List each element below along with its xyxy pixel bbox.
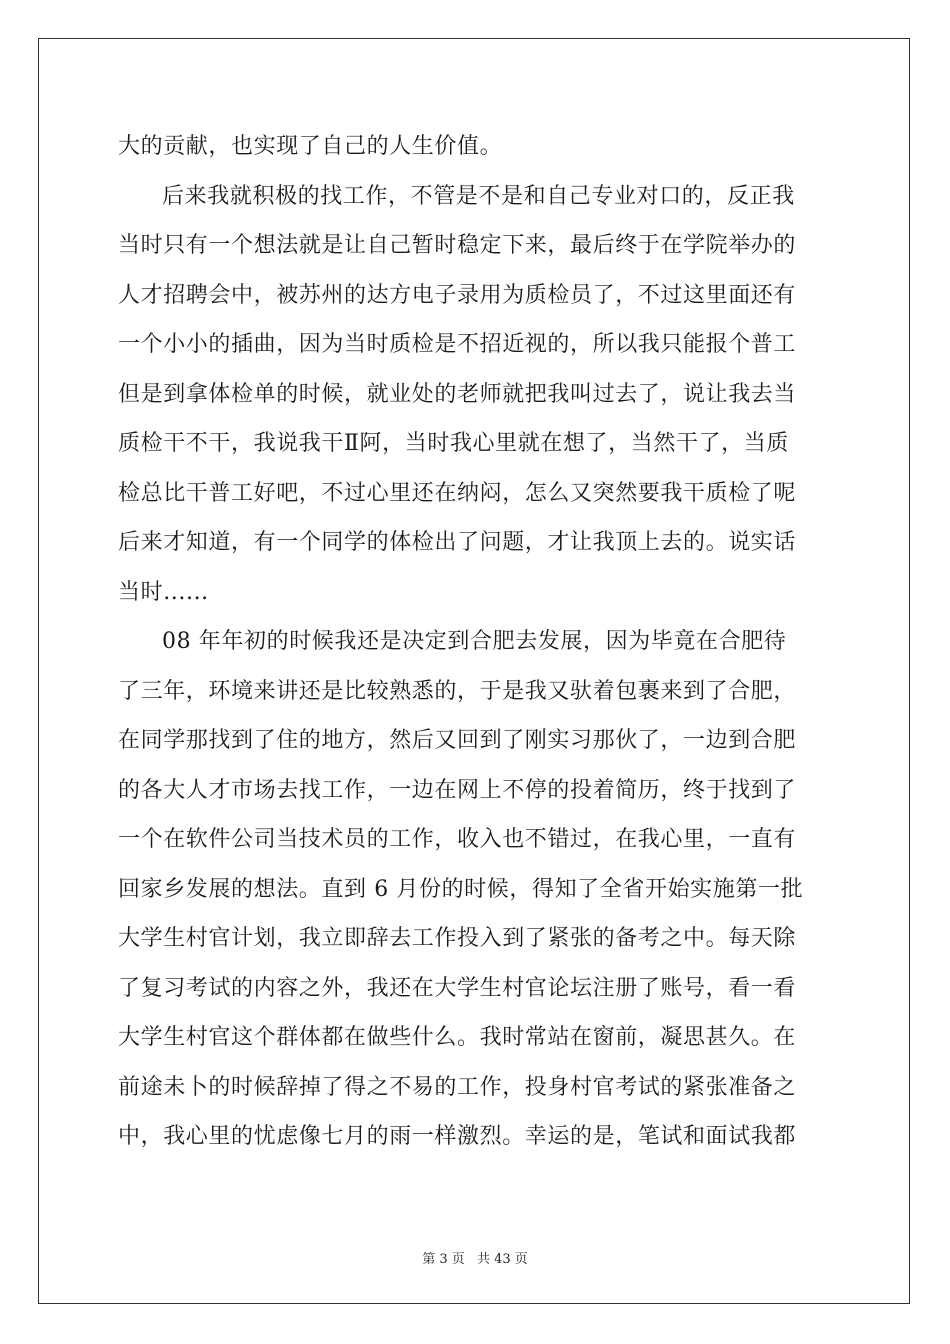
- text-line: 的各大人才市场去找工作，一边在网上不停的投着简历，终于找到了: [118, 777, 797, 803]
- text-line: 大的贡献，也实现了自己的人生价值。: [118, 134, 503, 159]
- text-line: 大学生村官这个群体都在做些什么。我时常站在窗前，凝思甚久。在: [118, 1025, 797, 1050]
- text-line: 检总比干普工好吧，不过心里还在纳闷，怎么又突然要我干质检了呢: [118, 480, 797, 506]
- text-line: 质检干不干，我说我干Ⅱ阿，当时我心里就在想了，当然干了，当质: [118, 431, 789, 456]
- text-line: 大学生村官计划，我立即辞去工作投入到了紧张的备考之中。每天除: [118, 926, 797, 951]
- page-footer: [0, 1248, 950, 1267]
- text-line: 当时只有一个想法就是让自己暂时稳定下来，最后终于在学院举办的: [118, 233, 797, 258]
- text-line: 后来才知道，有一个同学的体检出了问题，才让我顶上去的。说实话: [118, 530, 797, 555]
- text-line: 了三年，环境来讲还是比较熟悉的，于是我又驮着包裹来到了合肥，: [118, 678, 797, 704]
- document-body: [118, 122, 832, 1162]
- page-number: 第 3 页: [422, 1252, 465, 1267]
- text-line: 前途未卜的时候辞掉了得之不易的工作，投身村官考试的紧张准备之: [118, 1074, 797, 1100]
- text-line: 人才招聘会中，被苏州的达方电子录用为质检员了，不过这里面还有: [118, 282, 797, 308]
- text-line: 后来我就积极的找工作，不管是不是和自己专业对口的，反正我: [162, 183, 795, 209]
- total-pages: 共 43 页: [476, 1252, 528, 1267]
- text-line: 当时......: [118, 579, 209, 605]
- text-line: 在同学那找到了住的地方，然后又回到了刚实习那伙了，一边到合肥: [118, 728, 797, 753]
- text-line: 一个在软件公司当技术员的工作，收入也不错过，在我心里，一直有: [118, 827, 797, 852]
- text-line: 了复习考试的内容之外，我还在大学生村官论坛注册了账号，看一看: [118, 975, 797, 1001]
- text-line: 回家乡发展的想法。直到 6 月份的时候，得知了全省开始实施第一批: [118, 876, 804, 902]
- text-line: 一个小小的插曲，因为当时质检是不招近视的，所以我只能报个普工: [118, 332, 797, 357]
- text-line: 中，我心里的忧虑像七月的雨一样激烈。幸运的是，笔试和面试我都: [118, 1124, 797, 1149]
- text-line: 08 年年初的时候我还是决定到合肥去发展，因为毕竟在合肥待: [162, 629, 787, 654]
- text-line: 但是到拿体检单的时候，就业处的老师就把我叫过去了，说让我去当: [118, 381, 797, 407]
